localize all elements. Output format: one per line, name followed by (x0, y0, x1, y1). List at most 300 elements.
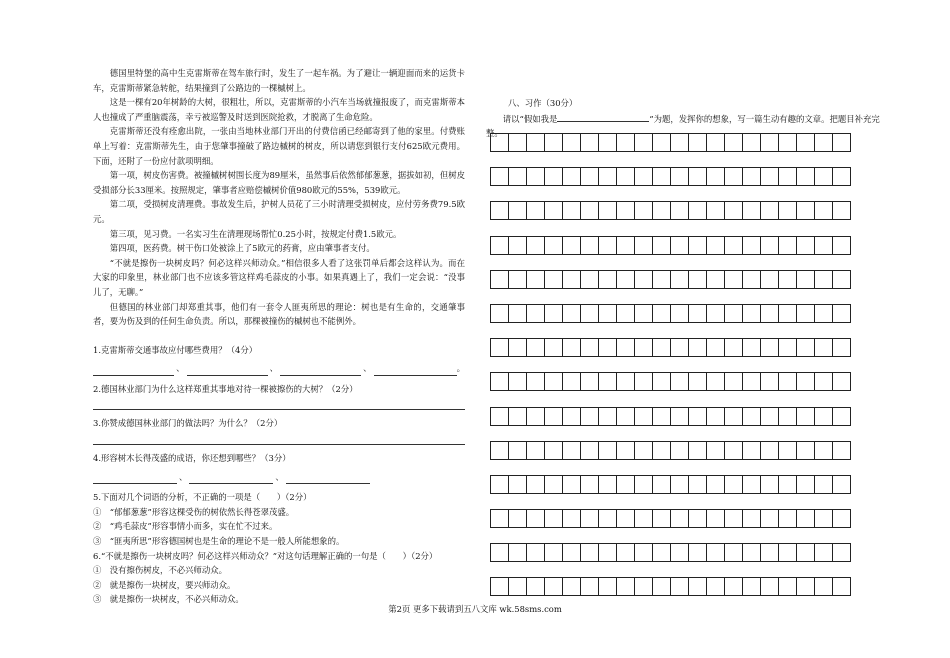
grid-cell[interactable] (779, 237, 797, 255)
grid-cell[interactable] (833, 271, 851, 289)
grid-cell[interactable] (671, 305, 689, 323)
grid-cell[interactable] (779, 476, 797, 494)
grid-cell[interactable] (671, 134, 689, 152)
grid-cell[interactable] (563, 271, 581, 289)
grid-cell[interactable] (707, 510, 725, 528)
grid-cell[interactable] (815, 578, 833, 596)
grid-cell[interactable] (725, 168, 743, 186)
grid-cell[interactable] (635, 408, 653, 426)
grid-cell[interactable] (635, 373, 653, 391)
grid-cell[interactable] (761, 544, 779, 562)
grid-cell[interactable] (635, 202, 653, 220)
grid-cell[interactable] (545, 373, 563, 391)
grid-cell[interactable] (581, 373, 599, 391)
grid-cell[interactable] (563, 373, 581, 391)
grid-cell[interactable] (779, 168, 797, 186)
grid-cell[interactable] (815, 168, 833, 186)
grid-cell[interactable] (779, 202, 797, 220)
grid-cell[interactable] (599, 373, 617, 391)
grid-cell[interactable] (491, 476, 509, 494)
grid-cell[interactable] (743, 202, 761, 220)
grid-cell[interactable] (509, 134, 527, 152)
grid-cell[interactable] (581, 237, 599, 255)
grid-cell[interactable] (545, 510, 563, 528)
grid-cell[interactable] (509, 305, 527, 323)
grid-cell[interactable] (815, 476, 833, 494)
grid-cell[interactable] (491, 168, 509, 186)
answer-blank[interactable] (286, 471, 370, 484)
grid-cell[interactable] (509, 544, 527, 562)
page-footer: 第2页 更多下载请到五八文库 wk.58sms.com (388, 604, 562, 614)
grid-cell[interactable] (689, 134, 707, 152)
grid-cell[interactable] (815, 237, 833, 255)
grid-cell[interactable] (563, 134, 581, 152)
grid-cell[interactable] (797, 168, 815, 186)
grid-cell[interactable] (707, 476, 725, 494)
grid-cell[interactable] (833, 544, 851, 562)
grid-cell[interactable] (743, 476, 761, 494)
grid-cell[interactable] (689, 168, 707, 186)
grid-cell[interactable] (599, 305, 617, 323)
grid-cell[interactable] (491, 510, 509, 528)
grid-cell[interactable] (797, 408, 815, 426)
grid-cell[interactable] (689, 373, 707, 391)
grid-cell[interactable] (743, 544, 761, 562)
grid-cell[interactable] (743, 134, 761, 152)
grid-cell[interactable] (545, 544, 563, 562)
passage-paragraph-3: 克雷斯蒂还没有痊愈出院，一张由当地林业部门开出的付费信函已经邮寄到了他的家里。付费账单上写着：克雷斯蒂先生，由于您肇事撞破了路边槭树的树皮，所以请您到银行支付625欧元费用。下面，还附了一份应付款项明细。 (93, 126, 465, 166)
grid-cell[interactable] (671, 442, 689, 460)
grid-cell[interactable] (491, 134, 509, 152)
grid-cell[interactable] (527, 408, 545, 426)
grid-cell[interactable] (725, 510, 743, 528)
grid-cell[interactable] (761, 442, 779, 460)
grid-cell[interactable] (833, 202, 851, 220)
grid-cell[interactable] (617, 544, 635, 562)
grid-cell[interactable] (527, 202, 545, 220)
grid-cell[interactable] (671, 408, 689, 426)
grid-cell[interactable] (797, 476, 815, 494)
grid-cell[interactable] (743, 408, 761, 426)
grid-cell[interactable] (779, 544, 797, 562)
grid-cell[interactable] (797, 373, 815, 391)
grid-cell[interactable] (635, 271, 653, 289)
grid-cell[interactable] (779, 271, 797, 289)
grid-cell[interactable] (635, 168, 653, 186)
grid-cell[interactable] (617, 237, 635, 255)
grid-cell[interactable] (491, 271, 509, 289)
grid-row (490, 475, 851, 494)
grid-cell[interactable] (707, 271, 725, 289)
grid-cell[interactable] (545, 134, 563, 152)
grid-cell[interactable] (707, 134, 725, 152)
grid-cell[interactable] (653, 202, 671, 220)
grid-cell[interactable] (599, 544, 617, 562)
grid-cell[interactable] (509, 408, 527, 426)
grid-cell[interactable] (509, 476, 527, 494)
grid-cell[interactable] (689, 305, 707, 323)
grid-cell[interactable] (725, 442, 743, 460)
grid-cell[interactable] (581, 168, 599, 186)
grid-cell[interactable] (653, 578, 671, 596)
grid-cell[interactable] (707, 578, 725, 596)
grid-cell[interactable] (527, 271, 545, 289)
grid-cell[interactable] (617, 476, 635, 494)
grid-cell[interactable] (797, 271, 815, 289)
grid-cell[interactable] (743, 373, 761, 391)
grid-cell[interactable] (599, 134, 617, 152)
grid-cell[interactable] (689, 202, 707, 220)
grid-cell[interactable] (671, 271, 689, 289)
grid-cell[interactable] (509, 442, 527, 460)
grid-cell[interactable] (707, 305, 725, 323)
grid-cell[interactable] (761, 578, 779, 596)
grid-cell[interactable] (761, 305, 779, 323)
grid-cell[interactable] (581, 339, 599, 357)
grid-cell[interactable] (815, 442, 833, 460)
grid-cell[interactable] (797, 510, 815, 528)
grid-cell[interactable] (671, 202, 689, 220)
grid-cell[interactable] (761, 476, 779, 494)
grid-cell[interactable] (491, 305, 509, 323)
grid-cell[interactable] (779, 305, 797, 323)
grid-cell[interactable] (653, 373, 671, 391)
grid-cell[interactable] (581, 271, 599, 289)
grid-cell[interactable] (491, 339, 509, 357)
grid-cell[interactable] (581, 510, 599, 528)
grid-cell[interactable] (635, 442, 653, 460)
grid-cell[interactable] (689, 544, 707, 562)
grid-cell[interactable] (599, 168, 617, 186)
grid-cell[interactable] (833, 373, 851, 391)
grid-cell[interactable] (545, 339, 563, 357)
grid-cell[interactable] (635, 544, 653, 562)
answer-blank[interactable] (93, 363, 174, 376)
grid-cell[interactable] (545, 305, 563, 323)
grid-cell[interactable] (653, 476, 671, 494)
grid-cell[interactable] (671, 544, 689, 562)
grid-cell[interactable] (743, 442, 761, 460)
grid-cell[interactable] (779, 339, 797, 357)
grid-cell[interactable] (761, 510, 779, 528)
grid-cell[interactable] (671, 168, 689, 186)
grid-cell[interactable] (617, 339, 635, 357)
answer-blank[interactable] (189, 471, 273, 484)
answer-blank[interactable] (374, 363, 457, 376)
grid-cell[interactable] (527, 339, 545, 357)
grid-cell[interactable] (671, 578, 689, 596)
grid-cell[interactable] (725, 408, 743, 426)
grid-cell[interactable] (779, 408, 797, 426)
grid-cell[interactable] (563, 339, 581, 357)
grid-cell[interactable] (689, 339, 707, 357)
grid-cell[interactable] (635, 237, 653, 255)
grid-cell[interactable] (797, 305, 815, 323)
grid-cell[interactable] (617, 134, 635, 152)
grid-cell[interactable] (545, 202, 563, 220)
grid-cell[interactable] (761, 134, 779, 152)
grid-cell[interactable] (761, 168, 779, 186)
grid-cell[interactable] (671, 237, 689, 255)
grid-cell[interactable] (725, 476, 743, 494)
grid-cell[interactable] (581, 544, 599, 562)
grid-cell[interactable] (599, 578, 617, 596)
question-6: 6.“不就是擦伤一块树皮吗？何必这样兴师动众？”对这句话理解正确的一句是（ ）（2分） (93, 550, 438, 561)
grid-cell[interactable] (707, 408, 725, 426)
grid-cell[interactable] (833, 442, 851, 460)
grid-cell[interactable] (797, 544, 815, 562)
grid-cell[interactable] (815, 271, 833, 289)
grid-cell[interactable] (563, 510, 581, 528)
grid-cell[interactable] (743, 305, 761, 323)
grid-cell[interactable] (635, 578, 653, 596)
question-2-answer-line[interactable] (93, 396, 465, 410)
grid-cell[interactable] (545, 271, 563, 289)
grid-cell[interactable] (671, 373, 689, 391)
grid-cell[interactable] (599, 442, 617, 460)
grid-cell[interactable] (761, 202, 779, 220)
grid-cell[interactable] (707, 339, 725, 357)
grid-cell[interactable] (563, 578, 581, 596)
grid-cell[interactable] (815, 408, 833, 426)
grid-cell[interactable] (581, 476, 599, 494)
question-3-answer-line[interactable] (93, 431, 465, 445)
grid-cell[interactable] (725, 305, 743, 323)
grid-cell[interactable] (563, 202, 581, 220)
grid-cell[interactable] (797, 237, 815, 255)
grid-cell[interactable] (527, 168, 545, 186)
grid-cell[interactable] (635, 134, 653, 152)
grid-cell[interactable] (815, 339, 833, 357)
grid-cell[interactable] (617, 442, 635, 460)
grid-cell[interactable] (545, 578, 563, 596)
grid-cell[interactable] (563, 305, 581, 323)
grid-cell[interactable] (527, 442, 545, 460)
grid-cell[interactable] (617, 202, 635, 220)
grid-cell[interactable] (815, 202, 833, 220)
grid-cell[interactable] (545, 476, 563, 494)
grid-cell[interactable] (581, 202, 599, 220)
grid-cell[interactable] (653, 442, 671, 460)
grid-cell[interactable] (491, 408, 509, 426)
grid-cell[interactable] (527, 305, 545, 323)
grid-cell[interactable] (833, 510, 851, 528)
grid-cell[interactable] (761, 237, 779, 255)
writing-title: 八、习作（30分） (508, 98, 578, 108)
grid-cell[interactable] (797, 134, 815, 152)
grid-cell[interactable] (725, 134, 743, 152)
grid-cell[interactable] (779, 442, 797, 460)
grid-cell[interactable] (563, 544, 581, 562)
grid-cell[interactable] (509, 578, 527, 596)
grid-cell[interactable] (491, 544, 509, 562)
grid-cell[interactable] (545, 442, 563, 460)
grid-cell[interactable] (599, 202, 617, 220)
grid-cell[interactable] (779, 510, 797, 528)
title-blank[interactable] (557, 111, 649, 122)
grid-cell[interactable] (617, 305, 635, 323)
grid-cell[interactable] (707, 202, 725, 220)
grid-cell[interactable] (491, 442, 509, 460)
grid-cell[interactable] (689, 442, 707, 460)
blank-separator: 、 (176, 363, 185, 374)
grid-cell[interactable] (563, 237, 581, 255)
grid-cell[interactable] (743, 271, 761, 289)
grid-cell[interactable] (509, 168, 527, 186)
answer-blank[interactable] (187, 363, 268, 376)
grid-cell[interactable] (815, 134, 833, 152)
grid-cell[interactable] (833, 476, 851, 494)
grid-cell[interactable] (581, 578, 599, 596)
grid-cell[interactable] (635, 476, 653, 494)
grid-cell[interactable] (509, 271, 527, 289)
grid-cell[interactable] (725, 373, 743, 391)
grid-cell[interactable] (833, 305, 851, 323)
grid-cell[interactable] (563, 476, 581, 494)
grid-cell[interactable] (725, 544, 743, 562)
grid-cell[interactable] (527, 134, 545, 152)
grid-cell[interactable] (599, 476, 617, 494)
grid-cell[interactable] (653, 510, 671, 528)
grid-cell[interactable] (707, 168, 725, 186)
grid-cell[interactable] (581, 305, 599, 323)
grid-cell[interactable] (797, 442, 815, 460)
grid-cell[interactable] (779, 578, 797, 596)
grid-cell[interactable] (689, 578, 707, 596)
grid-cell[interactable] (725, 578, 743, 596)
grid-cell[interactable] (527, 510, 545, 528)
grid-cell[interactable] (509, 373, 527, 391)
grid-cell[interactable] (653, 168, 671, 186)
grid-cell[interactable] (707, 442, 725, 460)
grid-cell[interactable] (833, 134, 851, 152)
grid-cell[interactable] (743, 339, 761, 357)
grid-cell[interactable] (797, 202, 815, 220)
grid-cell[interactable] (581, 134, 599, 152)
grid-cell[interactable] (491, 373, 509, 391)
grid-cell[interactable] (509, 237, 527, 255)
grid-cell[interactable] (617, 271, 635, 289)
grid-cell[interactable] (563, 408, 581, 426)
grid-cell[interactable] (689, 476, 707, 494)
grid-cell[interactable] (743, 237, 761, 255)
grid-cell[interactable] (527, 237, 545, 255)
grid-cell[interactable] (725, 237, 743, 255)
question-6-option-1: ① 没有擦伤树皮，不必兴师动众。 (93, 565, 227, 576)
grid-cell[interactable] (725, 339, 743, 357)
grid-cell[interactable] (833, 578, 851, 596)
grid-cell[interactable] (671, 476, 689, 494)
answer-blank[interactable] (93, 471, 177, 484)
grid-cell[interactable] (743, 168, 761, 186)
grid-row (490, 543, 851, 562)
grid-cell[interactable] (761, 271, 779, 289)
grid-cell[interactable] (617, 373, 635, 391)
grid-cell[interactable] (833, 339, 851, 357)
grid-cell[interactable] (653, 271, 671, 289)
grid-cell[interactable] (707, 544, 725, 562)
grid-cell[interactable] (779, 134, 797, 152)
grid-cell[interactable] (545, 408, 563, 426)
grid-cell[interactable] (707, 373, 725, 391)
grid-cell[interactable] (509, 202, 527, 220)
grid-cell[interactable] (527, 373, 545, 391)
grid-cell[interactable] (797, 578, 815, 596)
grid-cell[interactable] (653, 134, 671, 152)
grid-cell[interactable] (617, 578, 635, 596)
grid-cell[interactable] (689, 271, 707, 289)
grid-cell[interactable] (761, 339, 779, 357)
grid-cell[interactable] (797, 339, 815, 357)
grid-cell[interactable] (617, 168, 635, 186)
grid-cell[interactable] (707, 237, 725, 255)
grid-cell[interactable] (653, 237, 671, 255)
grid-cell[interactable] (653, 305, 671, 323)
grid-cell[interactable] (617, 408, 635, 426)
grid-cell[interactable] (743, 578, 761, 596)
grid-cell[interactable] (653, 339, 671, 357)
grid-cell[interactable] (491, 578, 509, 596)
grid-cell[interactable] (653, 544, 671, 562)
grid-cell[interactable] (815, 305, 833, 323)
grid-cell[interactable] (491, 237, 509, 255)
grid-cell[interactable] (833, 168, 851, 186)
grid-row (490, 236, 851, 255)
grid-cell[interactable] (635, 510, 653, 528)
grid-cell[interactable] (833, 237, 851, 255)
grid-cell[interactable] (545, 237, 563, 255)
grid-cell[interactable] (635, 339, 653, 357)
grid-cell[interactable] (743, 510, 761, 528)
grid-cell[interactable] (725, 202, 743, 220)
grid-cell[interactable] (635, 305, 653, 323)
grid-cell[interactable] (527, 544, 545, 562)
grid-cell[interactable] (725, 271, 743, 289)
grid-cell[interactable] (815, 373, 833, 391)
grid-cell[interactable] (671, 339, 689, 357)
grid-cell[interactable] (581, 442, 599, 460)
grid-cell[interactable] (545, 168, 563, 186)
grid-cell[interactable] (671, 510, 689, 528)
grid-cell[interactable] (833, 408, 851, 426)
grid-cell[interactable] (761, 408, 779, 426)
grid-cell[interactable] (653, 408, 671, 426)
grid-cell[interactable] (509, 339, 527, 357)
grid-cell[interactable] (815, 510, 833, 528)
grid-cell[interactable] (527, 476, 545, 494)
grid-cell[interactable] (599, 271, 617, 289)
grid-cell[interactable] (617, 510, 635, 528)
grid-cell[interactable] (689, 237, 707, 255)
grid-cell[interactable] (491, 202, 509, 220)
grid-cell[interactable] (761, 373, 779, 391)
grid-cell[interactable] (563, 442, 581, 460)
grid-row (490, 201, 851, 220)
grid-cell[interactable] (599, 408, 617, 426)
grid-cell[interactable] (599, 339, 617, 357)
grid-cell[interactable] (527, 578, 545, 596)
grid-cell[interactable] (815, 544, 833, 562)
grid-cell[interactable] (599, 237, 617, 255)
grid-cell[interactable] (689, 408, 707, 426)
grid-cell[interactable] (689, 510, 707, 528)
grid-cell[interactable] (509, 510, 527, 528)
grid-cell[interactable] (599, 510, 617, 528)
grid-cell[interactable] (581, 408, 599, 426)
grid-cell[interactable] (563, 168, 581, 186)
answer-blank[interactable] (280, 363, 361, 376)
grid-cell[interactable] (779, 373, 797, 391)
